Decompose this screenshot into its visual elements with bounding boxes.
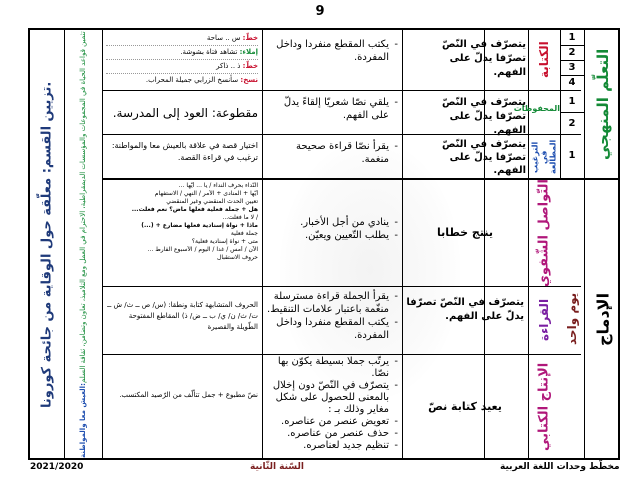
writing-objective: يتصرّف في النّصّ تصرّفا يدلّ على الفهم. bbox=[441, 39, 526, 78]
written-activity-1: - يرتّب جملا بسيطة يكوّن بها نصّا. bbox=[266, 356, 398, 380]
writing-item-tag: خطّ: bbox=[242, 34, 258, 42]
writing-item-tag: نسخ: bbox=[240, 76, 258, 84]
written-activity-5: - تنظيم جديد لعناصره. bbox=[266, 440, 398, 452]
writing-activity: - يكتب المقطع منفردا وداخل المفردة. bbox=[266, 38, 398, 64]
oral-activities bbox=[266, 216, 398, 242]
writing-item-text: س .. ساحة bbox=[206, 34, 241, 42]
lesson-plan-table bbox=[28, 28, 620, 460]
recitation-activities bbox=[266, 96, 398, 122]
footer-grade: السّنة الثّانية bbox=[250, 462, 304, 472]
writing-number-1: 1 bbox=[568, 32, 576, 43]
reading-encouragement-label: الترغيب في المطالعة bbox=[530, 139, 558, 175]
writing-number-3: 3 bbox=[568, 62, 576, 73]
page-number: 9 bbox=[315, 4, 325, 19]
recitation-number-2: 2 bbox=[568, 118, 576, 129]
writing-items bbox=[106, 32, 258, 87]
encouragement-objective: يتصرّف في النّصّ تصرّفا يدلّ على الفهم. bbox=[441, 139, 526, 176]
oral-detail: متى + نواة إسنادية فعلية؟ bbox=[191, 238, 258, 245]
oral-detail: أيّها + المنادى + الأمر / النهي / الاستفهام bbox=[154, 190, 258, 197]
recitation-label: المحفوظات bbox=[513, 104, 560, 113]
writing-item-text: سأنسخ الزرابي جميلة المحراب. bbox=[145, 76, 239, 84]
oral-activity-1: - ينادي من أجل الأخبار. bbox=[266, 216, 398, 229]
classroom-theme: تزيين القسم: معلّقة حول الوقاية من جائحة كورونا. bbox=[39, 81, 55, 409]
writing-number-4: 4 bbox=[568, 77, 576, 88]
reading-objective: يتصرّف في النّصّ تصرّفا يدلّ على الفهم. bbox=[406, 297, 524, 322]
values-text: تثمين قواعد الحياة في المجموعات والمؤسسات الديمقراطية، الاحترام في العمل ومع التلاميذ، تعاون وتضامن، ثقافة السلم bbox=[79, 31, 87, 384]
written-activity-3: - تعويض عنصر من عناصره. bbox=[266, 416, 398, 428]
recitation-number-1: 1 bbox=[568, 96, 576, 107]
oral-detail: الآن / أمس / غدا / اليوم / الأسبوع الفارط ... bbox=[147, 246, 258, 253]
reading-activity-2: - يكتب المقطع منفردا وداخل المفردة. bbox=[266, 316, 398, 342]
oral-detail: حروف الاستقبال bbox=[216, 254, 258, 261]
recitation-content: مقطوعة: العود إلى المدرسة. bbox=[112, 106, 258, 120]
writing-number-2: 2 bbox=[568, 47, 576, 58]
footer-year: 2021/2020 bbox=[30, 462, 84, 472]
reading-activities bbox=[266, 290, 398, 342]
writing-item-text: ذ .. ذاكر bbox=[216, 62, 241, 70]
written-production-label: الإنتاج الكتابي bbox=[536, 362, 552, 452]
oral-label: التّواصل الشّفوي bbox=[536, 179, 552, 287]
oral-detail: / لا ما فعلت... bbox=[222, 214, 258, 221]
reading-content: الحروف المتشابهة كتابة ونطقا: (س/ ص ــ ث/ ش ــ ت/ ث/ ن/ ي/ ب ــ ض/ ذ) المقاطع المفتوحة الطّويلة والقصيرة bbox=[107, 301, 258, 331]
reading-label: القراءة bbox=[537, 298, 551, 342]
oral-detail: هل + جملة فعلية فعلها ماض؟ نعم فعلت... bbox=[131, 206, 258, 213]
oral-detail: النّداء بحرف النداء / يا ... أيّها ... bbox=[178, 182, 258, 189]
written-production-activities bbox=[266, 356, 398, 452]
encouragement-activities bbox=[266, 140, 398, 166]
oral-activity-2: - يطلب التّعيين ويعيّن. bbox=[266, 229, 398, 242]
integration-label: الإدماج bbox=[593, 292, 613, 346]
writing-item-text: تشاهد فتاة بشوشة. bbox=[180, 48, 238, 56]
duration-label: يوم واحد bbox=[565, 292, 579, 346]
values-title: العيش معا والمواطنة: bbox=[79, 383, 87, 459]
oral-objective: ينتج خطابا bbox=[437, 226, 493, 239]
writing-label: الكتابة bbox=[537, 41, 551, 79]
recitation-activity: - يلقي نصّا شعريّا إلقاءً يدلّ على الفهم. bbox=[266, 96, 398, 122]
oral-detail: تعيين الحدث المنقضي وغير المنقضي bbox=[166, 198, 258, 205]
writing-item-tag: خطّ: bbox=[242, 62, 258, 70]
footer-title: مخطّط وحدات اللغة العربية bbox=[500, 462, 620, 472]
writing-item-tag: إملاء: bbox=[239, 48, 258, 56]
encouragement-number: 1 bbox=[568, 150, 576, 161]
encouragement-content: اختيار قصة في علاقة بالعيش معا والمواطنة: ترغيب في قراءة القصة. bbox=[111, 141, 258, 162]
oral-detail: جملة فعلية bbox=[230, 230, 258, 237]
written-production-content: نصّ مطبوع + جمل تتألّف من الرّصيد المكتسب. bbox=[119, 391, 258, 399]
written-production-objective: يعيد كتابة نصّ bbox=[428, 400, 502, 413]
encouragement-activity: - يقرأ نصّا قراءة صحيحة منغمة. bbox=[266, 140, 398, 166]
recitation-objective: يتصرّف في النّصّ تصرّفا يدلّ على الفهم. bbox=[441, 97, 526, 136]
written-activity-2: - يتصرّف في النّصّ دون إخلال بالمعنى للحصول على شكل مغاير وذلك بـ : bbox=[266, 380, 398, 416]
writing-activities bbox=[266, 38, 398, 64]
reading-activity-1: - يقرأ الجملة قراءة مسترسلة منغّمة باعتبار علامات التنقيط. bbox=[266, 290, 398, 316]
written-activity-4: - حذف عنصر من عناصره. bbox=[266, 428, 398, 440]
oral-detail: ماذا + نواة إسنادية فعلها مضارع + (...) bbox=[141, 222, 258, 229]
values-column bbox=[64, 30, 102, 460]
oral-details bbox=[106, 182, 258, 262]
section-title: التعلّم المنهجي bbox=[594, 48, 612, 160]
